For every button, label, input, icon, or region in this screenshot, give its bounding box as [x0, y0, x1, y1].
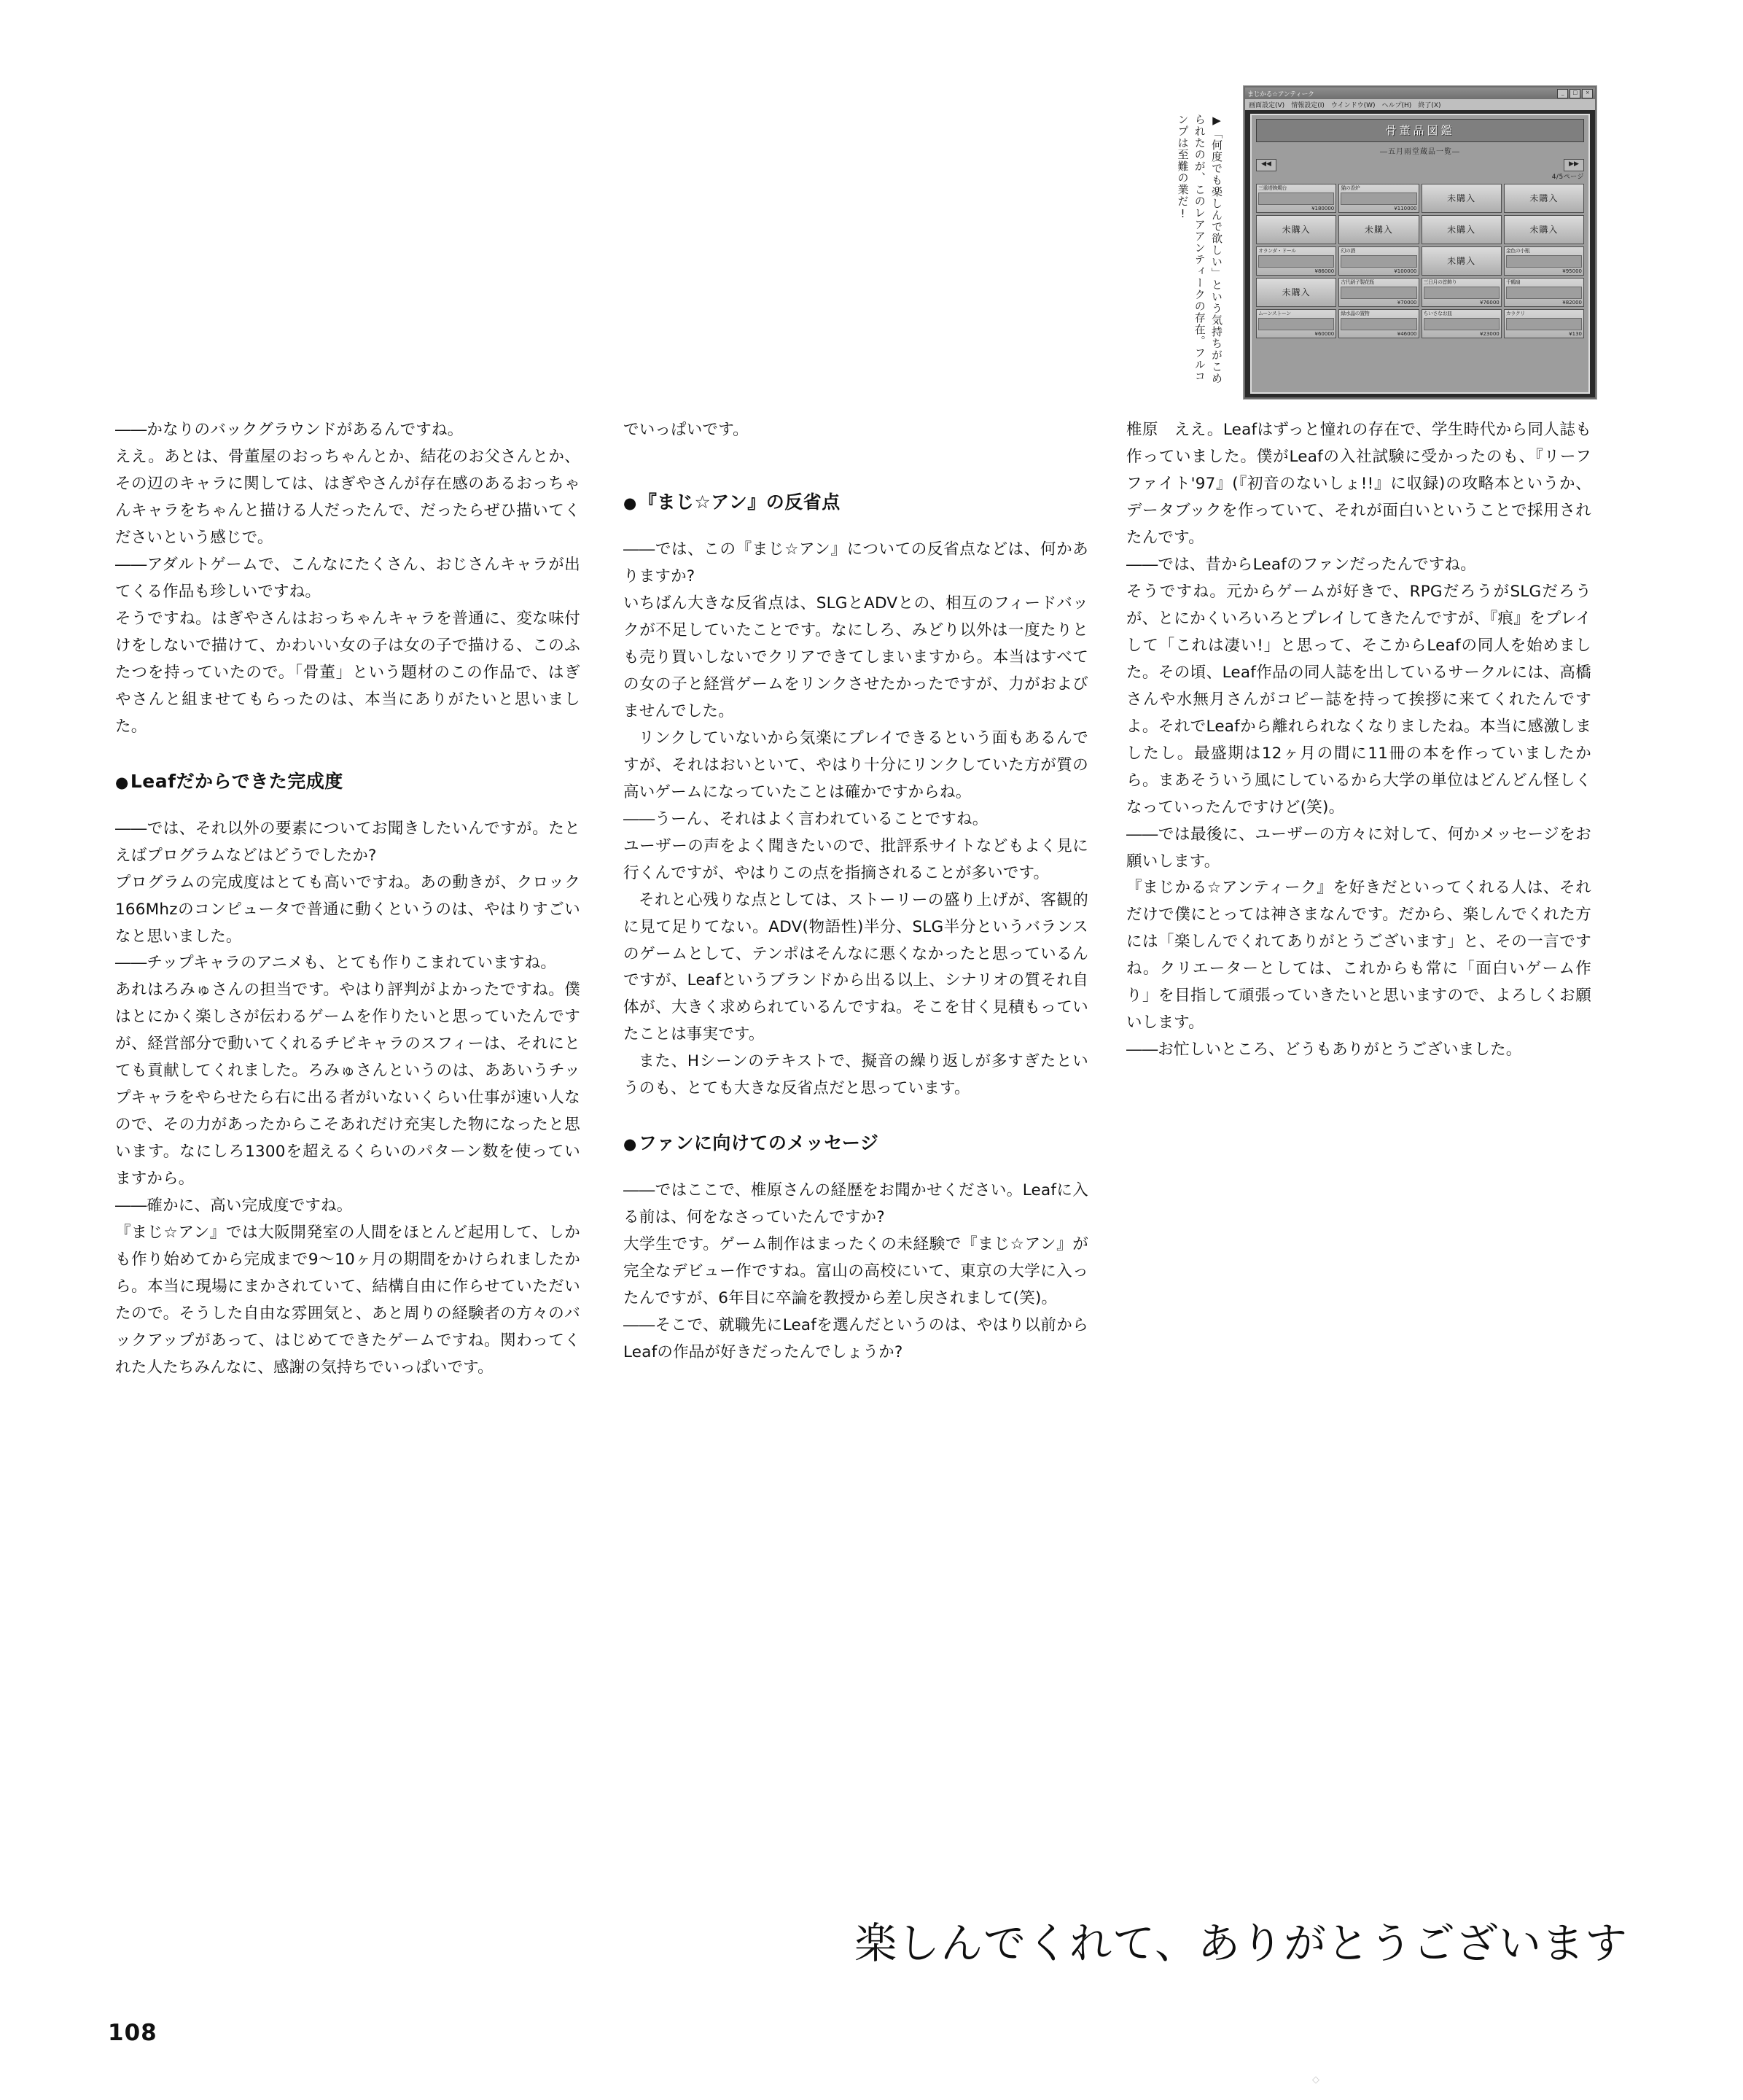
catalog-item-name: オランダ・ドール — [1258, 248, 1296, 254]
catalog-item-thumbnail — [1258, 255, 1334, 268]
body-paragraph: 大学生です。ゲーム制作はまったくの未経験で『まじ☆アン』が完全なデビュー作ですね。富山の高校にいて、東京の大学に入ったんですが、6年目に卒論を教授から差し戻されまして(笑)。 — [623, 1235, 1088, 1308]
catalog-item-name: ちいさなお皿 — [1423, 311, 1452, 316]
body-paragraph: ――では最後に、ユーザーの方々に対して、何かメッセージをお願いします。 — [1126, 825, 1591, 871]
catalog-subtitle: ―五月雨堂蔵品一覧― — [1380, 148, 1460, 156]
catalog-cell[interactable] — [1422, 278, 1502, 307]
catalog-cell-locked[interactable]: 未購入 — [1504, 184, 1584, 213]
window-body — [1245, 110, 1595, 397]
catalog-item-price: ¥70000 — [1397, 299, 1417, 306]
body-paragraph: ええ。あとは、骨董屋のおっちゃんとか、結花のお父さんとか、その辺のキャラに関しては、はぎやさんが存在感のあるおっちゃんキャラをちゃんと描ける人だったんで、だったらぜひ描いてくださいという感じで。 — [115, 447, 580, 547]
catalog-item-thumbnail — [1506, 318, 1582, 330]
catalog-item-price: ¥180000 — [1311, 205, 1335, 211]
catalog-item-name: 千鶴扇 — [1505, 279, 1521, 285]
catalog-cell[interactable] — [1422, 309, 1502, 338]
column2-body — [623, 489, 1088, 1366]
catalog-cell[interactable] — [1256, 246, 1336, 276]
catalog-cell[interactable] — [1504, 278, 1584, 307]
body-paragraph: ――では、昔からLeafのファンだったんですね。 — [1126, 555, 1476, 574]
text-column-1 — [115, 417, 580, 1382]
catalog-cell[interactable] — [1338, 184, 1419, 213]
catalog-cell[interactable] — [1338, 246, 1419, 276]
catalog-grid — [1256, 184, 1584, 338]
body-paragraph: ――では、この『まじ☆アン』についての反省点などは、何かありますか? — [623, 540, 1088, 586]
maximize-icon[interactable]: □ — [1570, 89, 1580, 98]
catalog-panel — [1250, 114, 1590, 394]
catalog-cell[interactable] — [1504, 309, 1584, 338]
catalog-cell-locked[interactable]: 未購入 — [1338, 215, 1419, 244]
catalog-item-price: ¥23000 — [1480, 330, 1500, 337]
crop-mark: ◇ — [1312, 2074, 1319, 2085]
body-paragraph: それと心残りな点としては、ストーリーの盛り上げが、客観的に見て足りてない。ADV(物語性)半分、SLG半分というバランスのゲームとして、テンポはそんなに悪くなかったと思っているんですが、Leafというブランドから出る以上、シナリオの質それ自体が、大きく求められているんですね。そこを甘く見積もっていたことは事実です。 — [623, 890, 1088, 1044]
body-paragraph: そうですね。はぎやさんはおっちゃんキャラを普通に、変な味付けをしないで描けて、かわいい女の子は女の子で描ける、このふたつを持っていたので。「骨董」という題材のこの作品で、はぎやさんと組ませてもらったのは、本当にありがたいと思いました。 — [115, 609, 580, 736]
catalog-item-price: ¥60000 — [1314, 330, 1335, 337]
window-menubar — [1245, 99, 1595, 111]
catalog-item-thumbnail — [1341, 287, 1416, 299]
body-paragraph: ――ではここで、椎原さんの経歴をお聞かせください。Leafに入る前は、何をなさっていたんですか? — [623, 1181, 1088, 1227]
body-paragraph: ――お忙しいところ、どうもありがとうございました。 — [1126, 1041, 1522, 1059]
catalog-pageinfo — [1256, 171, 1584, 181]
catalog-item-thumbnail — [1258, 192, 1334, 205]
catalog-item-name: 金色の小瓶 — [1505, 248, 1530, 254]
catalog-item-name: 緑水晶の置物 — [1341, 311, 1370, 316]
catalog-cell[interactable] — [1256, 184, 1336, 213]
catalog-cell-locked[interactable]: 未購入 — [1256, 215, 1336, 244]
catalog-item-name: 三重塔飾燭台 — [1258, 185, 1287, 191]
catalog-item-price: ¥95000 — [1562, 268, 1582, 274]
catalog-item-name: ムーンストーン — [1258, 311, 1291, 316]
catalog-item-thumbnail — [1341, 255, 1416, 268]
catalog-cell-locked[interactable]: 未購入 — [1504, 215, 1584, 244]
window-title: まじかる☆アンティーク — [1247, 90, 1314, 98]
body-paragraph: ――確かに、高い完成度ですね。 — [115, 1197, 353, 1216]
catalog-cell[interactable] — [1338, 278, 1419, 307]
body-paragraph: あれはろみゅさんの担当です。やはり評判がよかったですね。僕はとにかく楽しさが伝わるゲームを作りたいと思っていたんですが、経営部分で動いてくれるチビキャラのスフィーは、それにとても貢献してくれました。ろみゅさんというのは、ああいうチップキャラをやらせたら右に出る者がいないくらい仕事が速い人なので、その力があったからこそあれだけ充実した物になったと思います。なにしろ1300を超えるくらいのパターン数を使っていますから。 — [115, 981, 580, 1189]
catalog-cell-locked[interactable]: 未購入 — [1422, 215, 1502, 244]
catalog-item-thumbnail — [1341, 192, 1416, 205]
window-titlebar — [1245, 88, 1595, 99]
menu-item-help[interactable]: ヘルプ(H) — [1381, 102, 1412, 109]
catalog-item-price: ¥110000 — [1394, 205, 1417, 211]
section-heading: ● Leafだからできた完成度 — [115, 769, 580, 794]
catalog-item-price: ¥100000 — [1394, 268, 1417, 274]
body-paragraph: 『まじ☆アン』では大阪開発室の人間をほとんど起用して、しかも作り始めてから完成まで9〜10ヶ月の期間をかけられましたから。本当に現場にまかされていて、結構自由に作らせていただいたので。そうした自由な雰囲気と、あと周りの経験者の方々のバックアップがあって、はじめてできたゲームですね。関わってくれた人たちみんなに、感謝の気持ちでいっぱいです。 — [115, 1224, 580, 1377]
body-paragraph: ――では、それ以外の要素についてお聞きしたいんですが。たとえばプログラムなどはどうでしたか? — [115, 819, 580, 865]
text-column-3 — [1126, 417, 1591, 1064]
menu-item-window[interactable]: ウインドウ(W) — [1330, 102, 1376, 109]
catalog-item-name: 猫の香炉 — [1341, 185, 1360, 191]
catalog-item-name: カラクリ — [1505, 311, 1525, 316]
body-paragraph: ――アダルトゲームで、こんなにたくさん、おじさんキャラが出てくる作品も珍しいですね。 — [115, 555, 580, 601]
catalog-item-thumbnail — [1424, 287, 1500, 299]
catalog-cell[interactable] — [1504, 246, 1584, 276]
catalog-cell[interactable] — [1338, 309, 1419, 338]
catalog-cell-locked[interactable]: 未購入 — [1422, 184, 1502, 213]
catalog-item-thumbnail — [1341, 318, 1416, 330]
catalog-item-price: ¥76000 — [1480, 299, 1500, 306]
figure-caption: ▶「何度でも楽しんで欲しい」という気持ちがこめられたのが、このレアアンティークの存在。フルコンプは至難の業だ! — [1176, 114, 1223, 384]
body-paragraph: ――うーん、それはよく言われていることですね。 — [623, 809, 989, 828]
body-paragraph: ユーザーの声をよく聞きたいので、批評系サイトなどもよく見に行くんですが、やはりこの点を指摘されることが多いです。 — [623, 836, 1088, 882]
menu-item-display[interactable]: 画面設定(V) — [1249, 102, 1285, 109]
menu-item-info[interactable]: 情報設定(I) — [1291, 102, 1325, 109]
catalog-item-thumbnail — [1258, 318, 1334, 330]
catalog-cell-locked[interactable]: 未購入 — [1422, 246, 1502, 276]
catalog-cell[interactable] — [1256, 309, 1336, 338]
minimize-icon[interactable]: _ — [1557, 89, 1568, 98]
menu-item-exit[interactable]: 終了(X) — [1418, 102, 1441, 109]
page-indicator: 4/5ページ — [1551, 174, 1584, 181]
figure-block — [1115, 86, 1596, 392]
column2-continuation: でいっぱいです。 — [623, 421, 749, 439]
text-column-2 — [623, 417, 1088, 1366]
catalog-nav — [1256, 159, 1584, 171]
catalog-item-name: 三日月の首飾り — [1423, 279, 1457, 285]
body-paragraph: 椎原 ええ。Leafはずっと憧れの存在で、学生時代から同人誌も作っていました。僕がLeafの入社試験に受かったのも、『リーフファイト'97』(『初音のないしょ!!』に収録)の攻略本というか、データブックを作っていて、それが面白いということで採用されたんです。 — [1126, 421, 1591, 547]
catalog-item-price: ¥46000 — [1397, 330, 1417, 337]
catalog-title: 骨董品図鑑 — [1256, 119, 1584, 142]
game-screenshot — [1244, 86, 1596, 399]
prev-page-button[interactable]: ◀◀ — [1256, 159, 1276, 171]
body-paragraph: ――チップキャラのアニメも、とても作りこまれていますね。 — [115, 954, 557, 973]
catalog-item-name: 古代硝子製花瓶 — [1341, 279, 1374, 285]
catalog-item-name: 幻の酒 — [1341, 248, 1355, 254]
catalog-cell-locked[interactable]: 未購入 — [1256, 278, 1336, 307]
body-paragraph: そうですね。元からゲームが好きで、RPGだろうがSLGだろうが、とにかくいろいろとプレイしてきたんですが、『痕』をプレイして「これは凄い!」と思って、そこからLeafの同人を始めました。その頃、Leaf作品の同人誌を出しているサークルには、高橋さんや水無月さんがコピー誌を持って挨拶に来てくれたんですよ。それでLeafから離れられなくなりましたね。本当に感激しましたし。最盛期は12ヶ月の間に11冊の本を作っていましたから。まあそういう風にしているから大学の単位はどんどん怪しくなっていったんですけど(笑)。 — [1126, 582, 1591, 817]
section-heading: ● 『まじ☆アン』の反省点 — [623, 489, 1088, 515]
close-icon[interactable]: × — [1582, 89, 1593, 98]
catalog-item-thumbnail — [1506, 255, 1582, 268]
body-paragraph: リンクしていないから気楽にプレイできるという面もあるんですが、それはおいといて、やはり十分にリンクしていた方が質の高いゲームになっていたことは確かですからね。 — [623, 728, 1088, 801]
page-number: 108 — [108, 2020, 157, 2046]
body-paragraph: ――そこで、就職先にLeafを選んだというのは、やはり以前からLeafの作品が好きだったんでしょうか? — [623, 1316, 1088, 1362]
window-buttons — [1557, 89, 1593, 98]
catalog-item-price: ¥130 — [1569, 330, 1582, 337]
catalog-item-thumbnail — [1506, 287, 1582, 299]
section-heading: ● ファンに向けてのメッセージ — [623, 1130, 1088, 1156]
catalog-item-price: ¥82000 — [1562, 299, 1582, 306]
body-paragraph: ――かなりのバックグラウンドがあるんですね。 — [115, 421, 464, 439]
catalog-item-price: ¥86000 — [1314, 268, 1335, 274]
next-page-button[interactable]: ▶▶ — [1564, 159, 1584, 171]
body-paragraph: プログラムの完成度はとても高いですね。あの動きが、クロック166Mhzのコンピュータで普通に動くというのは、やはりすごいなと思いました。 — [115, 873, 580, 946]
body-paragraph: 『まじかる☆アンティーク』を好きだといってくれる人は、それだけで僕にとっては神さまなんです。だから、楽しんでくれた方には「楽しんでくれてありがとうございます」と、その一言ですね。クリエーターとしては、これからも常に「面白いゲーム作り」を目指して頑張っていきたいと思いますので、よろしくお願いします。 — [1126, 879, 1591, 1032]
body-paragraph: また、Hシーンのテキストで、擬音の繰り返しが多すぎたというのも、とても大きな反省点だと思っています。 — [623, 1052, 1088, 1098]
catalog-item-thumbnail — [1424, 318, 1500, 330]
pull-quote: 楽しんでくれて、ありがとうございます — [854, 1918, 1628, 1968]
body-paragraph: いちばん大きな反省点は、SLGとADVとの、相互のフィードバックが不足していたことです。なにしろ、みどり以外は一度たりとも売り買いしないでクリアできてしまいますから。本当はすべての女の子と経営ゲームをリンクさせたかったですが、力がおよびませんでした。 — [623, 594, 1088, 720]
